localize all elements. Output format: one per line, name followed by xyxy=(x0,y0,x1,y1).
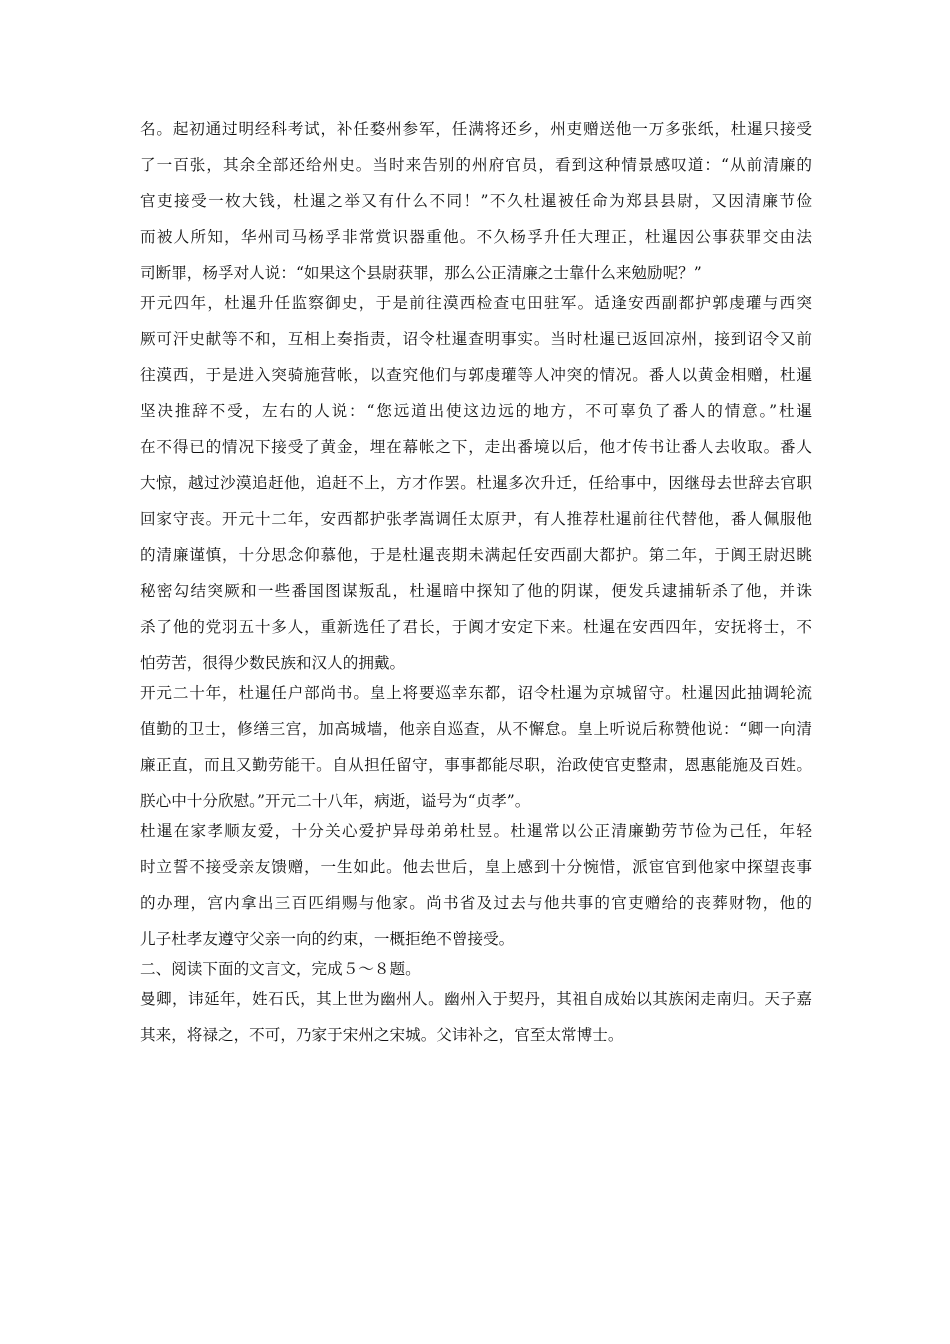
paragraph-family-virtue xyxy=(140,819,812,951)
text-line: 的办理，宫内拿出三百匹绢赐与他家。尚书省及过去与他共事的官吏赠给的丧葬财物，他的 xyxy=(140,894,812,912)
paragraph-kaiyuan-twenty xyxy=(140,681,812,813)
text-line: 朕心中十分欣慰。”开元二十八年，病逝，谥号为“贞孝”。 xyxy=(140,792,531,810)
text-line: 曼卿，讳延年，姓石氏，其上世为幽州人。幽州入于契丹，其祖自成始以其族闲走南归。天子嘉 xyxy=(140,990,812,1008)
text-line: 怕劳苦，很得少数民族和汉人的拥戴。 xyxy=(140,654,406,672)
text-line: 厥可汗史献等不和，互相上奏指责，诏令杜暹查明事实。当时杜暹已返回凉州，接到诏令又前 xyxy=(140,330,812,348)
text-line: 在不得已的情况下接受了黄金，埋在幕帐之下，走出番境以后，他才传书让番人去收取。番人 xyxy=(140,438,812,456)
paragraph-man-qing xyxy=(140,987,812,1047)
text-line: 时立誓不接受亲友馈赠，一生如此。他去世后，皇上感到十分惋惜，派宦官到他家中探望丧事 xyxy=(140,858,812,876)
text-line: 的清廉谨慎，十分思念仰慕他，于是杜暹丧期未满起任安西副大都护。第二年，于阗王尉迟眺 xyxy=(140,546,812,564)
paragraph-du-xian-early-career xyxy=(140,117,812,285)
text-line: 儿子杜孝友遵守父亲一向的约束，一概拒绝不曾接受。 xyxy=(140,930,515,948)
section-title: 二、阅读下面的文言文，完成５～８题。 xyxy=(140,960,421,978)
text-line: 回家守丧。开元十二年，安西都护张孝嵩调任太原尹，有人推荐杜暹前往代替他，番人佩服他 xyxy=(140,510,812,528)
text-line: 开元四年，杜暹升任监察御史，于是前往漠西检查屯田驻军。适逢安西副都护郭虔瓘与西突 xyxy=(140,294,812,312)
text-line: 而被人所知，华州司马杨孚非常赏识器重他。不久杨孚升任大理正，杜暹因公事获罪交由法 xyxy=(140,228,812,246)
text-line: 杀了他的党羽五十多人，重新选任了君长，于阗才安定下来。杜暹在安西四年，安抚将士，不 xyxy=(140,618,812,636)
text-line: 其来，将禄之，不可，乃家于宋州之宋城。父讳补之，官至太常博士。 xyxy=(140,1026,624,1044)
text-line: 大惊，越过沙漠追赶他，追赶不上，方才作罢。杜暹多次升迁，任给事中，因继母去世辞去官职 xyxy=(140,474,812,492)
paragraph-kaiyuan-four xyxy=(140,291,812,675)
text-line: 开元二十年，杜暹任户部尚书。皇上将要巡幸东都，诏令杜暹为京城留守。杜暹因此抽调轮流 xyxy=(140,684,812,702)
text-line: 往漠西，于是进入突骑施营帐，以查究他们与郭虔瓘等人冲突的情况。番人以黄金相赠，杜暹 xyxy=(140,366,812,384)
text-line: 杜暹在家孝顺友爱，十分关心爱护异母弟弟杜昱。杜暹常以公正清廉勤劳节俭为己任，年轻 xyxy=(140,822,812,840)
text-line: 官吏接受一枚大钱，杜暹之举又有什么不同！”不久杜暹被任命为郑县县尉，又因清廉节俭 xyxy=(140,192,812,210)
text-line: 司断罪，杨孚对人说：“如果这个县尉获罪，那么公正清廉之士靠什么来勉励呢？” xyxy=(140,264,702,282)
text-line: 名。起初通过明经科考试，补任婺州参军，任满将还乡，州吏赠送他一万多张纸，杜暹只接受 xyxy=(140,120,812,138)
document-page xyxy=(140,117,812,1047)
text-line: 了一百张，其余全部还给州史。当时来告别的州府官员，看到这种情景感叹道：“从前清廉的 xyxy=(140,156,812,174)
text-line: 值勤的卫士，修缮三宫，加高城墙，他亲自巡查，从不懈怠。皇上听说后称赞他说：“卿一向清 xyxy=(140,720,812,738)
text-line: 坚决推辞不受，左右的人说：“您远道出使这边远的地方，不可辜负了番人的情意。”杜暹 xyxy=(140,402,812,420)
text-line: 秘密勾结突厥和一些番国图谋叛乱，杜暹暗中探知了他的阴谋，便发兵逮捕斩杀了他，并诛 xyxy=(140,582,812,600)
section-heading xyxy=(140,957,812,981)
text-line: 廉正直，而且又勤劳能干。自从担任留守，事事都能尽职，治政使官吏整肃，恩惠能施及百姓。 xyxy=(140,756,812,774)
